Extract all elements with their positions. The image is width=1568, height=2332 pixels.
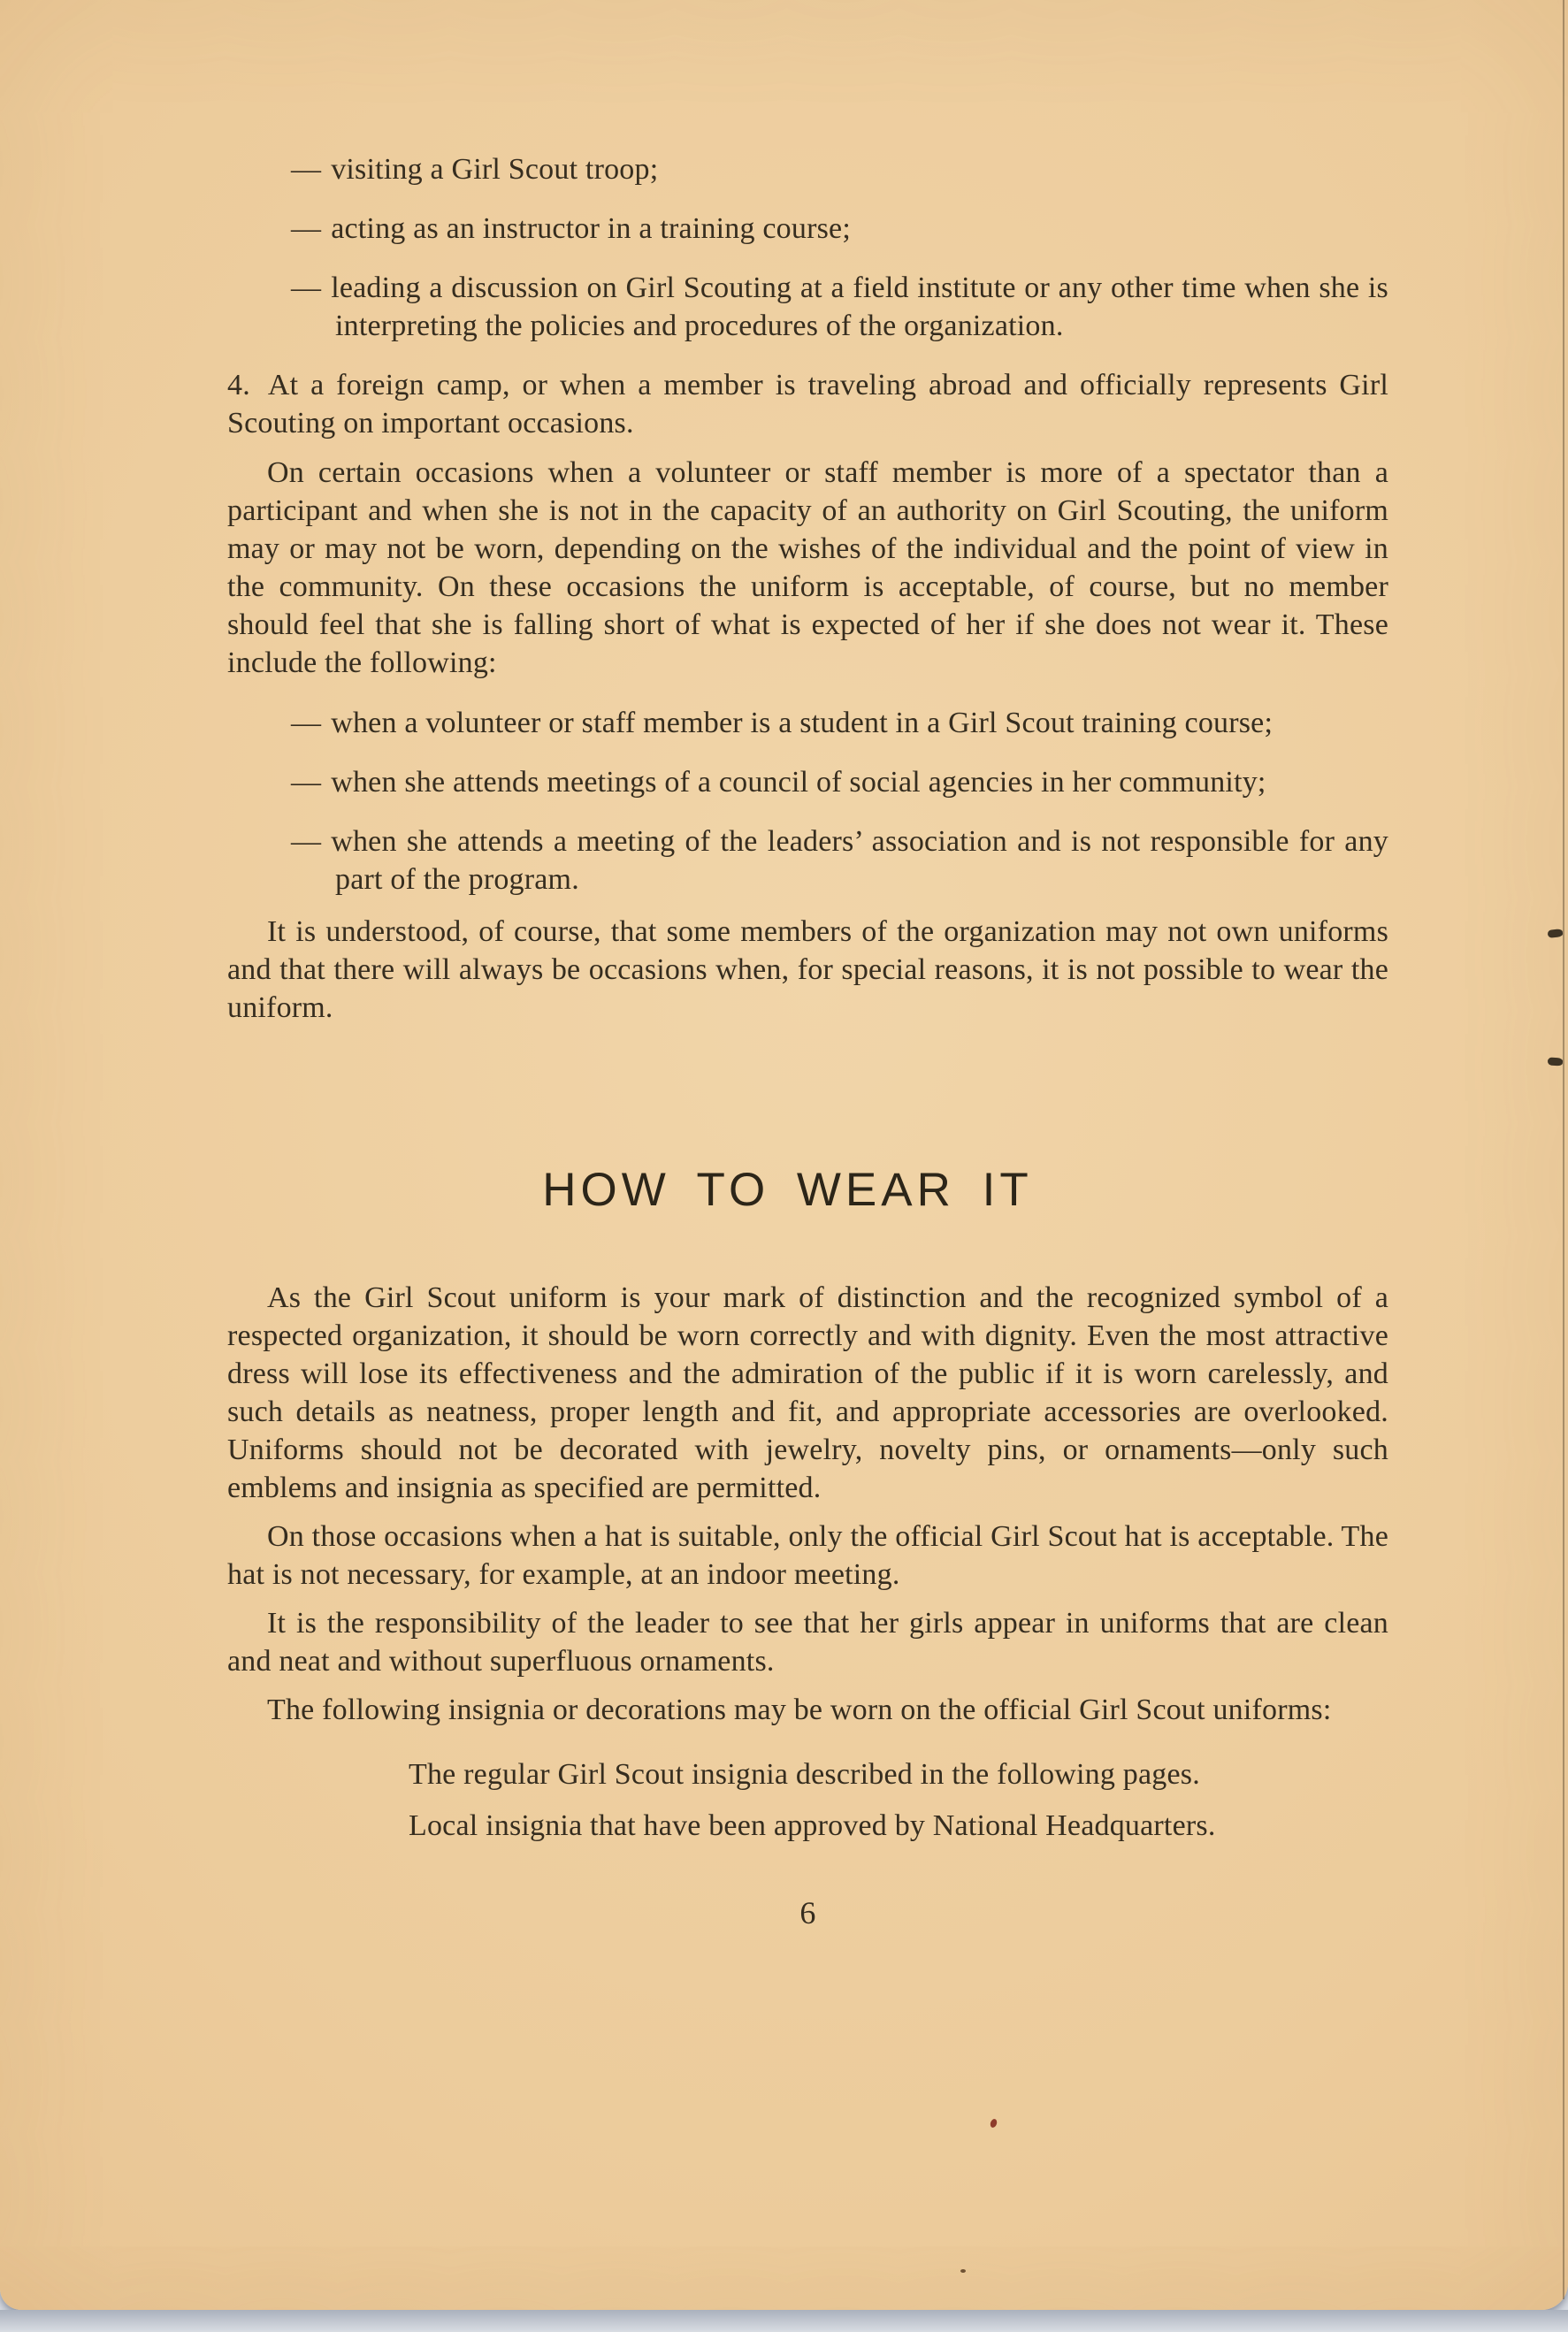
bullet-text: leading a discussion on Girl Scouting at a field institute or any other time when she is interpreting the policies and procedures of the organization. bbox=[331, 271, 1388, 342]
wear-paragraph-insignia-intro: The following insignia or decorations may be worn on the official Girl Scout uniforms: bbox=[267, 1694, 1332, 1726]
insignia-line-local: Local insignia that have been approved by National Headquarters. bbox=[409, 1809, 1216, 1842]
red-speck bbox=[990, 2118, 998, 2129]
bullet-text: when she attends meetings of a council of social agencies in her community; bbox=[331, 766, 1266, 799]
bullet-text: when she attends a meeting of the leaders’ association and is not responsible for any part of the program. bbox=[331, 825, 1388, 896]
item-number: 4. bbox=[227, 369, 250, 401]
numbered-item-foreign-camp bbox=[227, 366, 1388, 442]
bullet-dash: — bbox=[291, 271, 322, 304]
spectator-bullet-list bbox=[227, 704, 1388, 898]
section-heading-how-to-wear-it: HOW TO WEAR IT bbox=[542, 1164, 1033, 1216]
occasion-bullet-instructor bbox=[227, 210, 1388, 248]
wear-paragraph-hat: On those occasions when a hat is suitable, only the official Girl Scout hat is acceptable. The hat is not necessary, for example, at an indoor meeting. bbox=[227, 1520, 1388, 1591]
spectator-paragraph: On certain occasions when a volunteer or staff member is more of a spectator than a participant and when she is not in the capacity of an authority on Girl Scouting, the uniform may or may not be worn, depending on the wishes of the individual and the point of view in the community. On these occasions the uniform is acceptable, of course, but no member should feel that she is falling short of what is expected of her if she does not wear it. These include the following: bbox=[227, 456, 1388, 679]
ink-speck bbox=[1548, 929, 1564, 938]
wear-paragraph-dignity: As the Girl Scout uniform is your mark of distinction and the recognized symbol of a respected organization, it should be worn correctly and with dignity. Even the most attractive dress will lose its effectiveness and the admiration of the public if it is worn carelessly, and such details as neatness, proper length and fit, and appropriate accessories are overlooked. Uniforms should not be decorated with jewelry, novelty pins, or ornaments—only such emblems and insignia as specified are permitted. bbox=[227, 1281, 1388, 1504]
bullet-dash: — bbox=[291, 212, 322, 245]
ink-speck bbox=[1548, 1057, 1564, 1066]
bullet-leaders-association bbox=[227, 822, 1388, 898]
paper-speck bbox=[960, 2269, 966, 2273]
understood-paragraph: It is understood, of course, that some members of the organization may not own uniforms and that there will always be occasions when, for special reasons, it is not possible to wear the uniform. bbox=[227, 915, 1388, 1024]
occasion-bullet-field-institute bbox=[227, 269, 1388, 345]
bullet-text: when a volunteer or staff member is a student in a Girl Scout training course; bbox=[331, 707, 1274, 739]
bullet-dash: — bbox=[291, 825, 322, 858]
page-edge-shadow bbox=[1563, 0, 1564, 2299]
bullet-social-agencies bbox=[227, 763, 1388, 801]
page-number: 6 bbox=[799, 1895, 816, 1931]
scanner-background-strip bbox=[0, 2310, 1568, 2332]
wear-paragraph-leader-responsibility: It is the responsibility of the leader to see that her girls appear in uniforms that are clean and neat and without superfluous ornaments. bbox=[227, 1607, 1388, 1678]
bullet-training-course bbox=[227, 704, 1388, 742]
bullet-dash: — bbox=[291, 766, 322, 799]
bullet-dash: — bbox=[291, 153, 322, 186]
page-content bbox=[227, 0, 1388, 1932]
bullet-text: visiting a Girl Scout troop; bbox=[331, 153, 659, 186]
bullet-dash: — bbox=[291, 707, 322, 739]
item-text: At a foreign camp, or when a member is traveling abroad and officially represents Girl Scouting on important occasions. bbox=[227, 369, 1388, 440]
bullet-text: acting as an instructor in a training course; bbox=[331, 212, 851, 245]
occasion-bullet-visiting-troop bbox=[227, 150, 1388, 188]
insignia-line-regular: The regular Girl Scout insignia described in the following pages. bbox=[409, 1758, 1200, 1791]
